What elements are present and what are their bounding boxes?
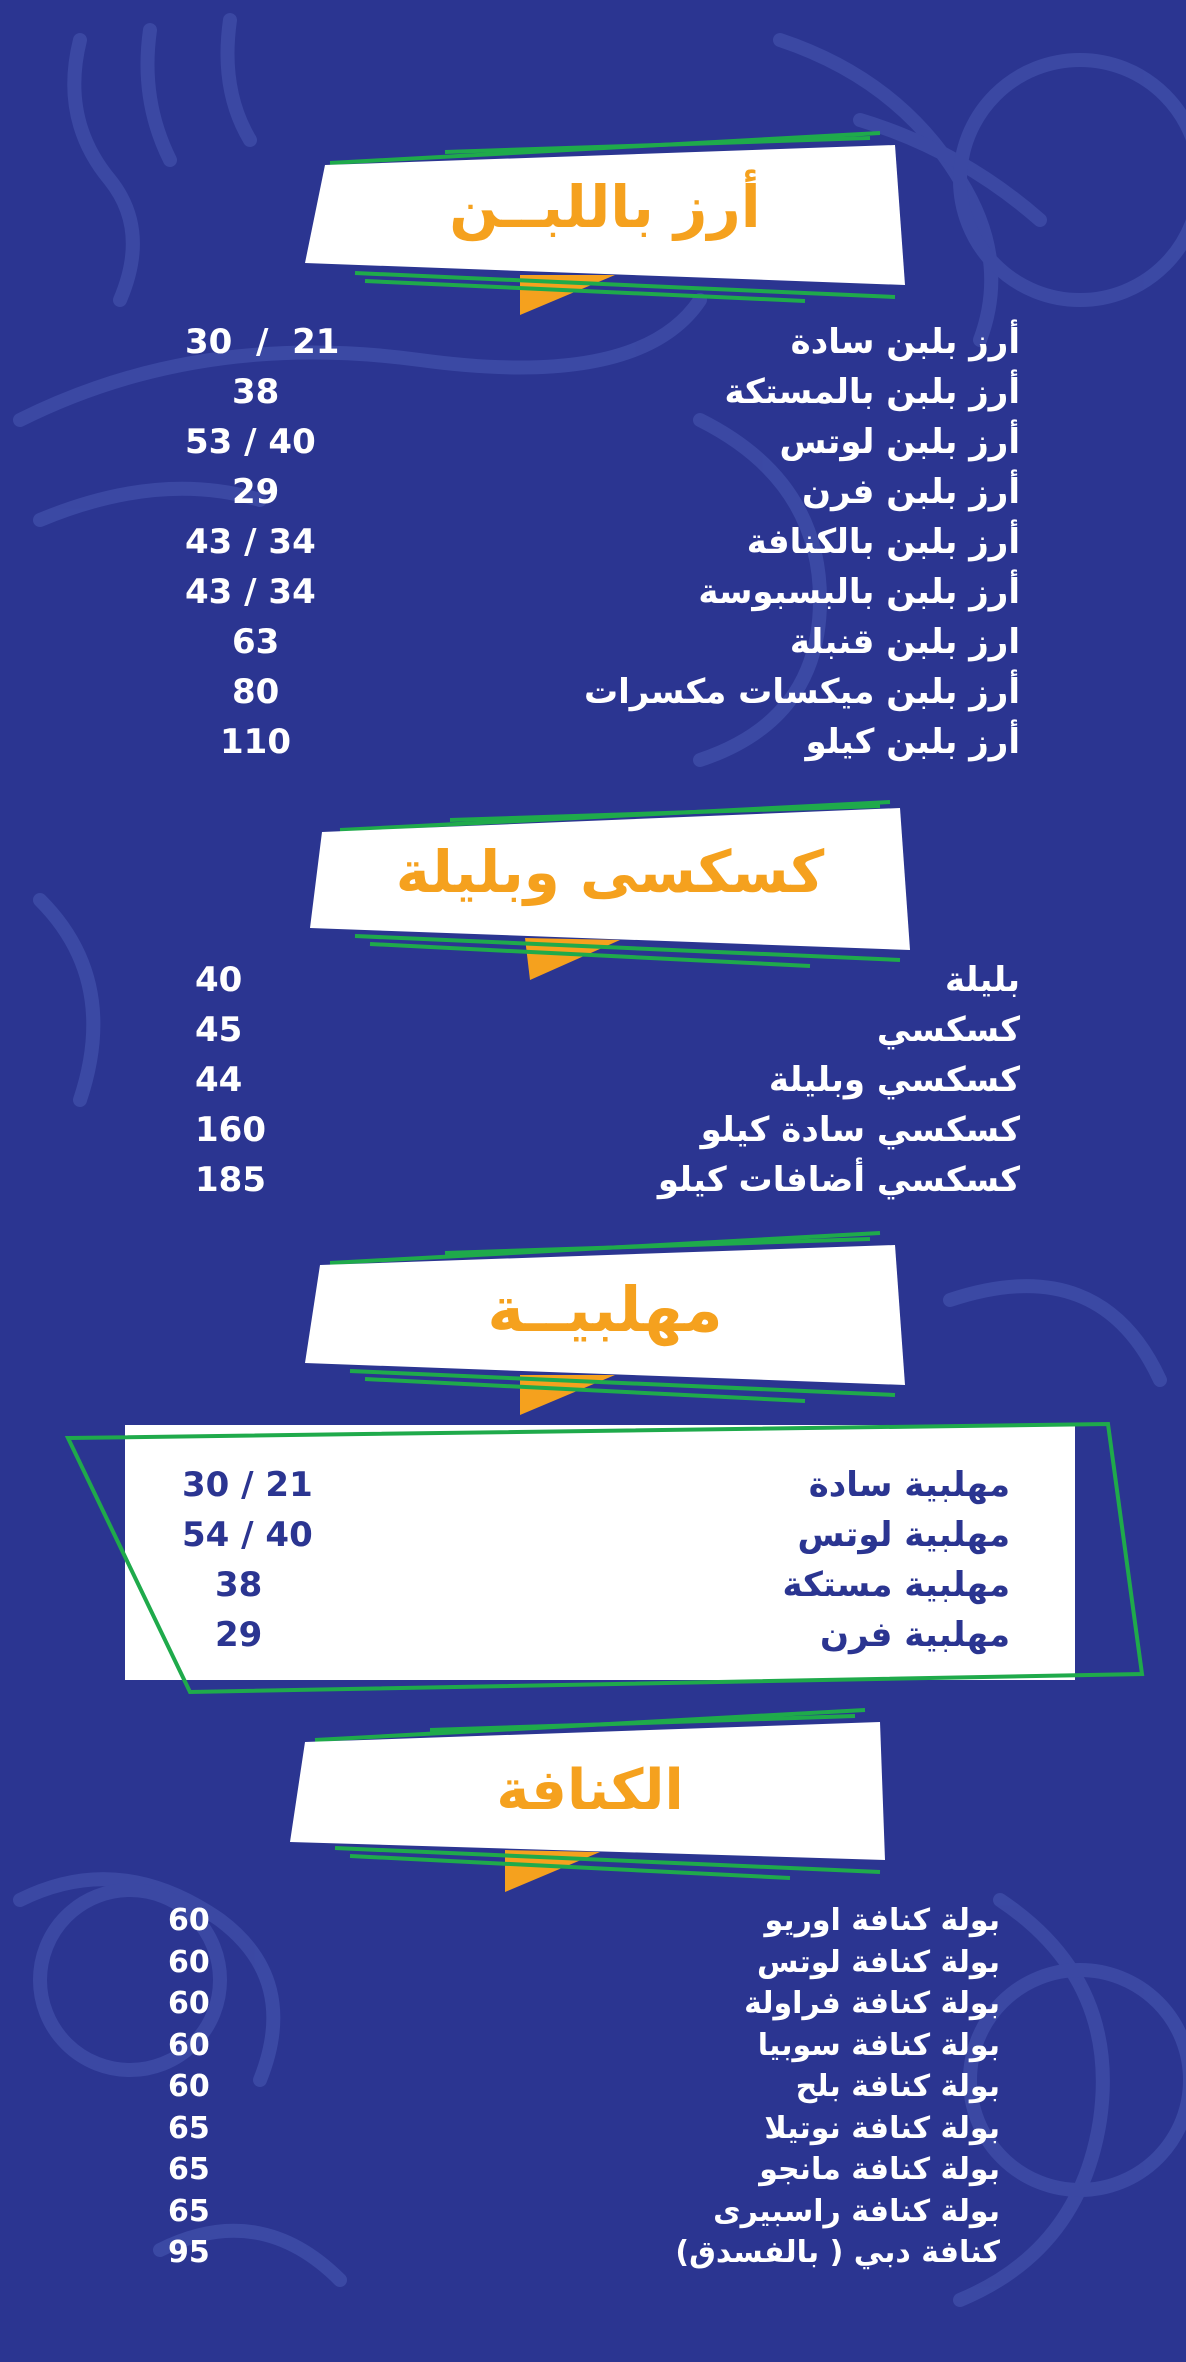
menu-row [150, 1110, 1020, 1160]
item-name: أرز بلبن بالمستكة [724, 372, 1020, 412]
item-price: 60 [168, 1986, 210, 2021]
menu-row [165, 1903, 1000, 1945]
section-banner-rice [305, 125, 905, 325]
menu-row [150, 1160, 1020, 1210]
item-name: بولة كنافة نوتيلا [764, 2110, 1000, 2146]
item-price: 45 [195, 1010, 243, 1050]
item-price: 185 [195, 1160, 266, 1200]
item-price: 63 [232, 622, 280, 662]
couscous-menu [150, 960, 1020, 1210]
section-title: أرز باللبــن [449, 173, 761, 241]
section-title: مهلبيــة [487, 1273, 723, 1346]
item-name: بولة كنافة مانجو [759, 2152, 1000, 2187]
item-name: أرز بلبن فرن [801, 472, 1020, 512]
menu-row [150, 722, 1020, 772]
item-name: بولة كنافة اوريو [764, 1903, 1000, 1938]
item-price: 95 [168, 2235, 210, 2270]
menu-row [150, 572, 1020, 622]
menu-row [165, 1986, 1000, 2028]
item-price: 110 [220, 722, 291, 762]
mahalabia-menu [150, 1465, 1010, 1665]
item-name: مهلبية فرن [819, 1615, 1010, 1655]
item-name: بولة كنافة لوتس [757, 1944, 1000, 1980]
item-price: 43 / 34 [185, 572, 316, 612]
item-price: 29 [232, 472, 280, 512]
menu-row [165, 1945, 1000, 1987]
item-name: أرز بلبن ميكسات مكسرات [583, 672, 1020, 712]
section-title: كسكسى وبليلة [395, 838, 825, 906]
item-name: أرز بلبن كيلو [805, 722, 1020, 762]
item-price: 53 / 40 [185, 422, 316, 462]
menu-row [150, 322, 1020, 372]
item-name: أرز بلبن لوتس [779, 422, 1020, 462]
item-price: 38 [215, 1565, 263, 1605]
menu-row [150, 622, 1020, 672]
item-price: 29 [215, 1615, 263, 1655]
section-banner-kunafa [290, 1700, 890, 1900]
item-price: 40 [195, 960, 243, 1000]
menu-row [150, 1565, 1010, 1615]
item-name: بولة كنافة فراولة [744, 1986, 1000, 2021]
item-price: 60 [168, 2069, 210, 2104]
item-name: كسكسي [876, 1010, 1020, 1050]
item-name: مهلبية سادة [808, 1465, 1010, 1505]
item-name: كسكسي وبليلة [768, 1060, 1020, 1100]
item-price: 30 / 21 [185, 322, 340, 362]
menu-row [150, 472, 1020, 522]
menu-row [150, 1465, 1010, 1515]
menu-row [165, 2235, 1000, 2277]
menu-row [165, 2111, 1000, 2153]
item-name: ارز بلبن قنبلة [789, 622, 1020, 662]
item-name: مهلبية مستكة [782, 1565, 1010, 1605]
menu-row [150, 1010, 1020, 1060]
item-name: بليلة [944, 960, 1020, 1000]
menu-row [150, 960, 1020, 1010]
item-price: 30 / 21 [182, 1465, 313, 1505]
item-price: 65 [168, 2110, 210, 2146]
menu-row [150, 522, 1020, 572]
item-price: 65 [168, 2152, 210, 2187]
item-price: 60 [168, 1903, 210, 1938]
item-price: 60 [168, 2027, 210, 2063]
menu-row [150, 372, 1020, 422]
item-price: 43 / 34 [185, 522, 316, 562]
item-price: 80 [232, 672, 280, 712]
item-name: بولة كنافة راسبيرى [713, 2193, 1000, 2229]
kunafa-menu [165, 1903, 1000, 2277]
item-price: 54 / 40 [182, 1515, 313, 1555]
item-name: بولة كنافة بلح [795, 2069, 1000, 2104]
menu-row [150, 1615, 1010, 1665]
item-price: 65 [168, 2193, 210, 2229]
rice-menu [150, 322, 1020, 772]
menu-row [165, 2028, 1000, 2070]
menu-row [150, 422, 1020, 472]
section-banner-mahalabia [305, 1225, 905, 1425]
item-price: 38 [232, 372, 280, 412]
item-name: أرز بلبن بالبسبوسة [698, 572, 1020, 612]
item-price: 44 [195, 1060, 243, 1100]
menu-row [150, 1515, 1010, 1565]
menu-row [165, 2152, 1000, 2194]
item-name: كسكسي أضافات كيلو [657, 1160, 1020, 1200]
section-title: الكنافة [496, 1758, 684, 1823]
item-name: كسكسي سادة كيلو [700, 1110, 1020, 1150]
item-name: أرز بلبن بالكنافة [746, 522, 1020, 562]
item-name: بولة كنافة سوبيا [757, 2027, 1000, 2063]
item-price: 60 [168, 1944, 210, 1980]
item-name: أرز بلبن سادة [790, 322, 1020, 362]
menu-row [150, 672, 1020, 722]
menu-row [165, 2069, 1000, 2111]
menu-row [150, 1060, 1020, 1110]
menu-row [165, 2194, 1000, 2236]
item-name: كنافة دبي ( بالفسدق) [675, 2235, 1000, 2270]
item-price: 160 [195, 1110, 266, 1150]
item-name: مهلبية لوتس [797, 1515, 1010, 1555]
